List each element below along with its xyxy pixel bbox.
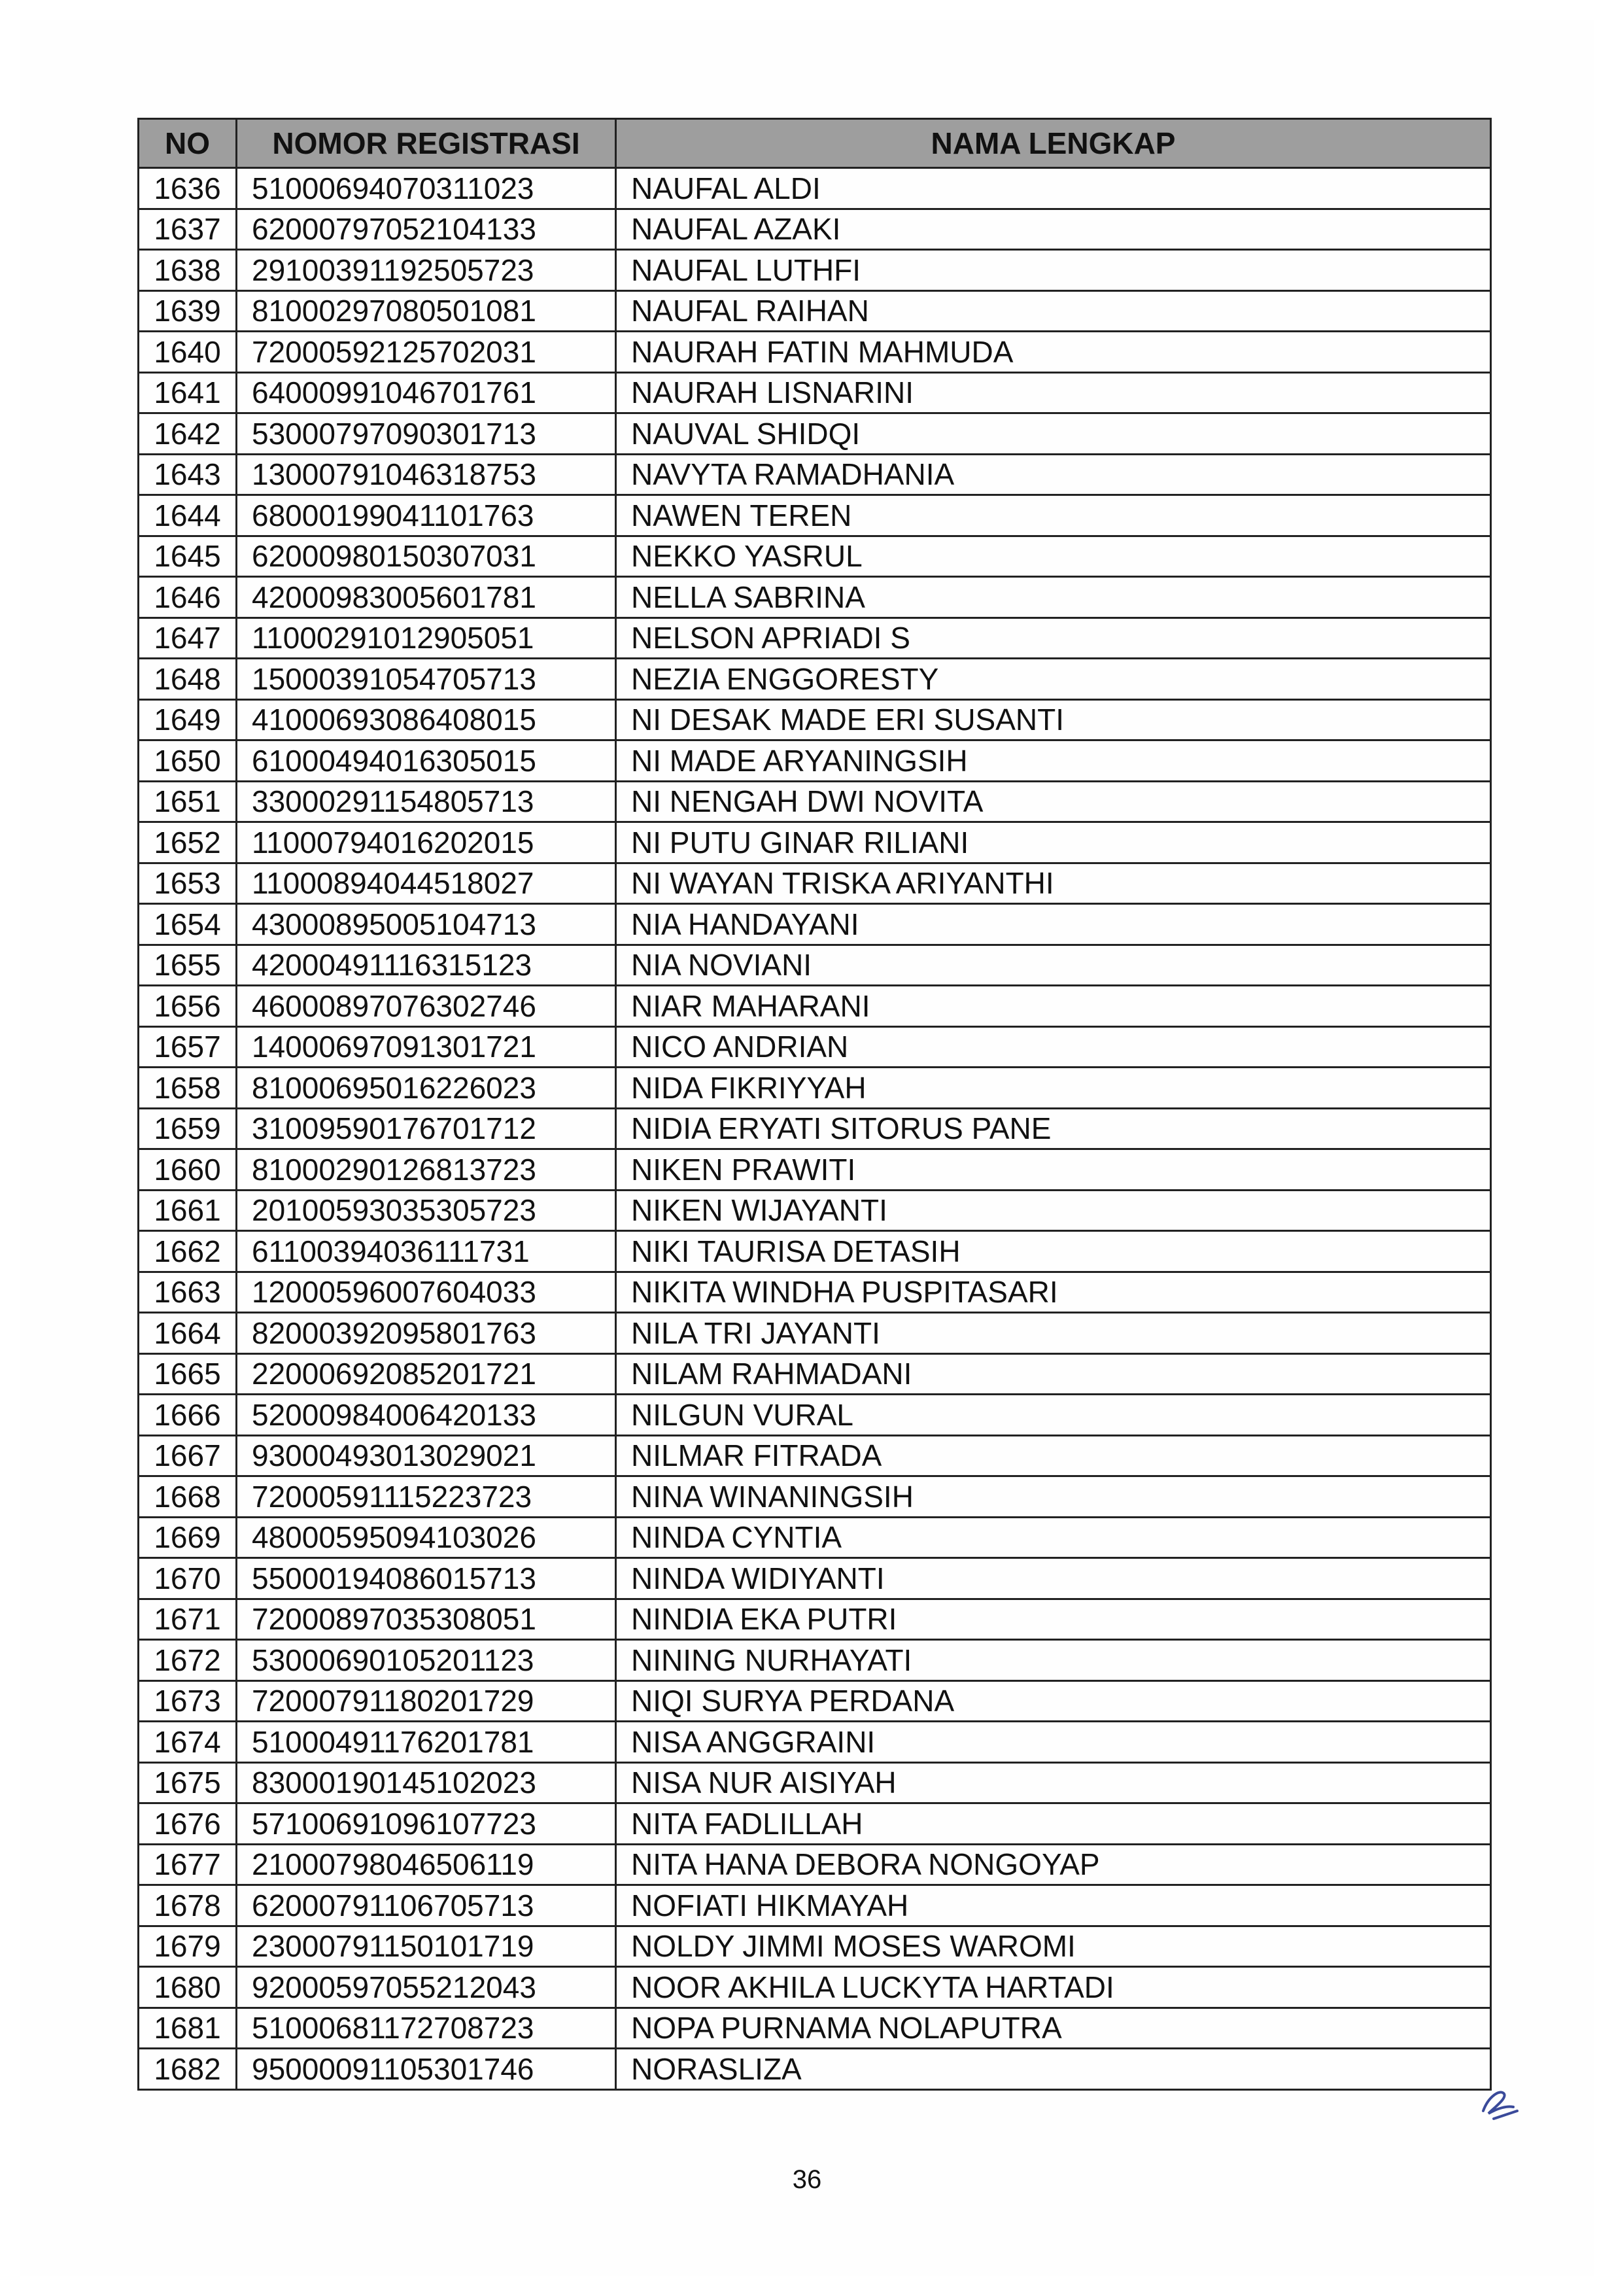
row-number: 1657 bbox=[139, 1026, 237, 1068]
registration-number: 29100391192505723 bbox=[237, 250, 616, 291]
full-name: NAWEN TEREN bbox=[616, 495, 1491, 536]
full-name: NILA TRI JAYANTI bbox=[616, 1313, 1491, 1354]
registration-number: 48000595094103026 bbox=[237, 1517, 616, 1558]
row-number: 1682 bbox=[139, 2049, 237, 2090]
registration-number: 21000798046506119 bbox=[237, 1844, 616, 1885]
full-name: NIQI SURYA PERDANA bbox=[616, 1680, 1491, 1722]
row-number: 1650 bbox=[139, 740, 237, 782]
table-row bbox=[139, 1190, 1491, 1231]
registration-number: 62000797052104133 bbox=[237, 209, 616, 250]
full-name: NIKI TAURISA DETASIH bbox=[616, 1231, 1491, 1272]
registration-number: 46000897076302746 bbox=[237, 986, 616, 1027]
registration-number: 11000894044518027 bbox=[237, 863, 616, 904]
table-row bbox=[139, 1149, 1491, 1191]
full-name: NAUFAL AZAKI bbox=[616, 209, 1491, 250]
full-name: NAVYTA RAMADHANIA bbox=[616, 454, 1491, 495]
row-number: 1656 bbox=[139, 986, 237, 1027]
registration-number: 11000291012905051 bbox=[237, 617, 616, 659]
registration-number: 52000984006420133 bbox=[237, 1395, 616, 1436]
row-number: 1661 bbox=[139, 1190, 237, 1231]
row-number: 1647 bbox=[139, 617, 237, 659]
registration-number: 68000199041101763 bbox=[237, 495, 616, 536]
table-row bbox=[139, 1435, 1491, 1476]
table-row bbox=[139, 2008, 1491, 2049]
row-number: 1640 bbox=[139, 332, 237, 373]
registration-number: 13000791046318753 bbox=[237, 454, 616, 495]
full-name: NITA FADLILLAH bbox=[616, 1803, 1491, 1845]
registration-number: 42000983005601781 bbox=[237, 577, 616, 618]
full-name: NOLDY JIMMI MOSES WAROMI bbox=[616, 1926, 1491, 1967]
full-name: NIA NOVIANI bbox=[616, 945, 1491, 986]
table-row bbox=[139, 904, 1491, 945]
row-number: 1637 bbox=[139, 209, 237, 250]
table-row bbox=[139, 945, 1491, 986]
registration-number: 55000194086015713 bbox=[237, 1558, 616, 1599]
full-name: NI PUTU GINAR RILIANI bbox=[616, 822, 1491, 863]
full-name: NIKITA WINDHA PUSPITASARI bbox=[616, 1272, 1491, 1313]
registration-number: 61100394036111731 bbox=[237, 1231, 616, 1272]
full-name: NOFIATI HIKMAYAH bbox=[616, 1885, 1491, 1926]
full-name: NEZIA ENGGORESTY bbox=[616, 659, 1491, 700]
table-row bbox=[139, 2049, 1491, 2090]
full-name: NAUFAL LUTHFI bbox=[616, 250, 1491, 291]
table-row bbox=[139, 1272, 1491, 1313]
row-number: 1641 bbox=[139, 372, 237, 413]
full-name: NI WAYAN TRISKA ARIYANTHI bbox=[616, 863, 1491, 904]
table-row bbox=[139, 822, 1491, 863]
registration-number: 53000797090301713 bbox=[237, 413, 616, 455]
table-row bbox=[139, 1026, 1491, 1068]
row-number: 1677 bbox=[139, 1844, 237, 1885]
table-row bbox=[139, 413, 1491, 455]
row-number: 1636 bbox=[139, 168, 237, 209]
registration-number: 72000592125702031 bbox=[237, 332, 616, 373]
table-row bbox=[139, 740, 1491, 782]
full-name: NAUFAL RAIHAN bbox=[616, 290, 1491, 332]
full-name: NICO ANDRIAN bbox=[616, 1026, 1491, 1068]
row-number: 1643 bbox=[139, 454, 237, 495]
registration-number: 57100691096107723 bbox=[237, 1803, 616, 1845]
full-name: NELLA SABRINA bbox=[616, 577, 1491, 618]
row-number: 1665 bbox=[139, 1353, 237, 1395]
full-name: NILMAR FITRADA bbox=[616, 1435, 1491, 1476]
registration-number: 72000591115223723 bbox=[237, 1476, 616, 1518]
row-number: 1638 bbox=[139, 250, 237, 291]
registration-number: 81000695016226023 bbox=[237, 1068, 616, 1109]
table-row bbox=[139, 372, 1491, 413]
full-name: NISA NUR AISIYAH bbox=[616, 1762, 1491, 1803]
table-row bbox=[139, 1068, 1491, 1109]
table-row bbox=[139, 1640, 1491, 1681]
table-row bbox=[139, 1844, 1491, 1885]
registration-number: 14000697091301721 bbox=[237, 1026, 616, 1068]
registration-number: 64000991046701761 bbox=[237, 372, 616, 413]
registration-number: 81000297080501081 bbox=[237, 290, 616, 332]
row-number: 1653 bbox=[139, 863, 237, 904]
table-row bbox=[139, 1558, 1491, 1599]
full-name: NIAR MAHARANI bbox=[616, 986, 1491, 1027]
table-row bbox=[139, 659, 1491, 700]
table-row bbox=[139, 1353, 1491, 1395]
registration-number: 15000391054705713 bbox=[237, 659, 616, 700]
table-row bbox=[139, 1476, 1491, 1518]
full-name: NELSON APRIADI S bbox=[616, 617, 1491, 659]
full-name: NINDA CYNTIA bbox=[616, 1517, 1491, 1558]
row-number: 1675 bbox=[139, 1762, 237, 1803]
table-row bbox=[139, 1926, 1491, 1967]
table-row bbox=[139, 986, 1491, 1027]
row-number: 1648 bbox=[139, 659, 237, 700]
full-name: NOPA PURNAMA NOLAPUTRA bbox=[616, 2008, 1491, 2049]
registration-number: 31009590176701712 bbox=[237, 1108, 616, 1149]
table-row bbox=[139, 168, 1491, 209]
row-number: 1680 bbox=[139, 1967, 237, 2008]
row-number: 1639 bbox=[139, 290, 237, 332]
table-header-row bbox=[139, 119, 1491, 168]
registration-number: 51000681172708723 bbox=[237, 2008, 616, 2049]
full-name: NIKEN PRAWITI bbox=[616, 1149, 1491, 1191]
row-number: 1651 bbox=[139, 781, 237, 822]
row-number: 1681 bbox=[139, 2008, 237, 2049]
registration-number: 51000694070311023 bbox=[237, 168, 616, 209]
row-number: 1672 bbox=[139, 1640, 237, 1681]
row-number: 1646 bbox=[139, 577, 237, 618]
registration-number: 62000980150307031 bbox=[237, 536, 616, 577]
table-row bbox=[139, 1722, 1491, 1763]
header-no: NO bbox=[139, 119, 237, 168]
table-row bbox=[139, 209, 1491, 250]
row-number: 1674 bbox=[139, 1722, 237, 1763]
table-row bbox=[139, 1517, 1491, 1558]
header-registration-number: NOMOR REGISTRASI bbox=[237, 119, 616, 168]
table-row bbox=[139, 290, 1491, 332]
row-number: 1670 bbox=[139, 1558, 237, 1599]
table-row bbox=[139, 1395, 1491, 1436]
registration-number: 92000597055212043 bbox=[237, 1967, 616, 2008]
full-name: NEKKO YASRUL bbox=[616, 536, 1491, 577]
table-row bbox=[139, 577, 1491, 618]
full-name: NI DESAK MADE ERI SUSANTI bbox=[616, 699, 1491, 740]
table-row bbox=[139, 454, 1491, 495]
row-number: 1671 bbox=[139, 1599, 237, 1640]
row-number: 1644 bbox=[139, 495, 237, 536]
full-name: NILGUN VURAL bbox=[616, 1395, 1491, 1436]
full-name: NAUFAL ALDI bbox=[616, 168, 1491, 209]
full-name: NINA WINANINGSIH bbox=[616, 1476, 1491, 1518]
full-name: NISA ANGGRAINI bbox=[616, 1722, 1491, 1763]
table-row bbox=[139, 1108, 1491, 1149]
table-row bbox=[139, 1599, 1491, 1640]
registration-number: 41000693086408015 bbox=[237, 699, 616, 740]
full-name: NILAM RAHMADANI bbox=[616, 1353, 1491, 1395]
table-row bbox=[139, 1231, 1491, 1272]
row-number: 1666 bbox=[139, 1395, 237, 1436]
full-name: NORASLIZA bbox=[616, 2049, 1491, 2090]
registration-number: 53000690105201123 bbox=[237, 1640, 616, 1681]
initial-signature bbox=[1471, 2077, 1524, 2129]
row-number: 1663 bbox=[139, 1272, 237, 1313]
table-row bbox=[139, 699, 1491, 740]
registration-number: 22000692085201721 bbox=[237, 1353, 616, 1395]
row-number: 1642 bbox=[139, 413, 237, 455]
table-row bbox=[139, 1803, 1491, 1845]
full-name: NAUVAL SHIDQI bbox=[616, 413, 1491, 455]
table-row bbox=[139, 1967, 1491, 2008]
table-row bbox=[139, 1762, 1491, 1803]
header-full-name: NAMA LENGKAP bbox=[616, 119, 1491, 168]
registration-number: 33000291154805713 bbox=[237, 781, 616, 822]
registration-number: 83000190145102023 bbox=[237, 1762, 616, 1803]
full-name: NIA HANDAYANI bbox=[616, 904, 1491, 945]
row-number: 1645 bbox=[139, 536, 237, 577]
registration-number: 20100593035305723 bbox=[237, 1190, 616, 1231]
full-name: NIDIA ERYATI SITORUS PANE bbox=[616, 1108, 1491, 1149]
row-number: 1678 bbox=[139, 1885, 237, 1926]
table-row bbox=[139, 536, 1491, 577]
row-number: 1655 bbox=[139, 945, 237, 986]
registration-number: 82000392095801763 bbox=[237, 1313, 616, 1354]
full-name: NI MADE ARYANINGSIH bbox=[616, 740, 1491, 782]
table-body bbox=[139, 168, 1491, 2090]
table-row bbox=[139, 617, 1491, 659]
full-name: NI NENGAH DWI NOVITA bbox=[616, 781, 1491, 822]
registration-table bbox=[137, 118, 1492, 2091]
table-row bbox=[139, 781, 1491, 822]
table-row bbox=[139, 495, 1491, 536]
table-row bbox=[139, 1885, 1491, 1926]
registration-number: 62000791106705713 bbox=[237, 1885, 616, 1926]
registration-number: 51000491176201781 bbox=[237, 1722, 616, 1763]
registration-number: 61000494016305015 bbox=[237, 740, 616, 782]
table-row bbox=[139, 1680, 1491, 1722]
registration-number: 93000493013029021 bbox=[237, 1435, 616, 1476]
full-name: NINDIA EKA PUTRI bbox=[616, 1599, 1491, 1640]
row-number: 1669 bbox=[139, 1517, 237, 1558]
table-row bbox=[139, 332, 1491, 373]
row-number: 1673 bbox=[139, 1680, 237, 1722]
full-name: NIDA FIKRIYYAH bbox=[616, 1068, 1491, 1109]
full-name: NINING NURHAYATI bbox=[616, 1640, 1491, 1681]
row-number: 1668 bbox=[139, 1476, 237, 1518]
row-number: 1658 bbox=[139, 1068, 237, 1109]
registration-number: 42000491116315123 bbox=[237, 945, 616, 986]
registration-number: 43000895005104713 bbox=[237, 904, 616, 945]
registration-number: 95000091105301746 bbox=[237, 2049, 616, 2090]
row-number: 1664 bbox=[139, 1313, 237, 1354]
registration-number: 23000791150101719 bbox=[237, 1926, 616, 1967]
page-number: 36 bbox=[792, 2165, 822, 2194]
table-row bbox=[139, 250, 1491, 291]
registration-number: 81000290126813723 bbox=[237, 1149, 616, 1191]
row-number: 1659 bbox=[139, 1108, 237, 1149]
full-name: NOOR AKHILA LUCKYTA HARTADI bbox=[616, 1967, 1491, 2008]
full-name: NINDA WIDIYANTI bbox=[616, 1558, 1491, 1599]
full-name: NAURAH LISNARINI bbox=[616, 372, 1491, 413]
row-number: 1667 bbox=[139, 1435, 237, 1476]
row-number: 1679 bbox=[139, 1926, 237, 1967]
full-name: NAURAH FATIN MAHMUDA bbox=[616, 332, 1491, 373]
registration-number: 11000794016202015 bbox=[237, 822, 616, 863]
registration-number: 72000791180201729 bbox=[237, 1680, 616, 1722]
full-name: NITA HANA DEBORA NONGOYAP bbox=[616, 1844, 1491, 1885]
table-row bbox=[139, 863, 1491, 904]
registration-number: 72000897035308051 bbox=[237, 1599, 616, 1640]
row-number: 1652 bbox=[139, 822, 237, 863]
full-name: NIKEN WIJAYANTI bbox=[616, 1190, 1491, 1231]
row-number: 1654 bbox=[139, 904, 237, 945]
row-number: 1649 bbox=[139, 699, 237, 740]
row-number: 1660 bbox=[139, 1149, 237, 1191]
row-number: 1662 bbox=[139, 1231, 237, 1272]
table-row bbox=[139, 1313, 1491, 1354]
row-number: 1676 bbox=[139, 1803, 237, 1845]
registration-number: 12000596007604033 bbox=[237, 1272, 616, 1313]
